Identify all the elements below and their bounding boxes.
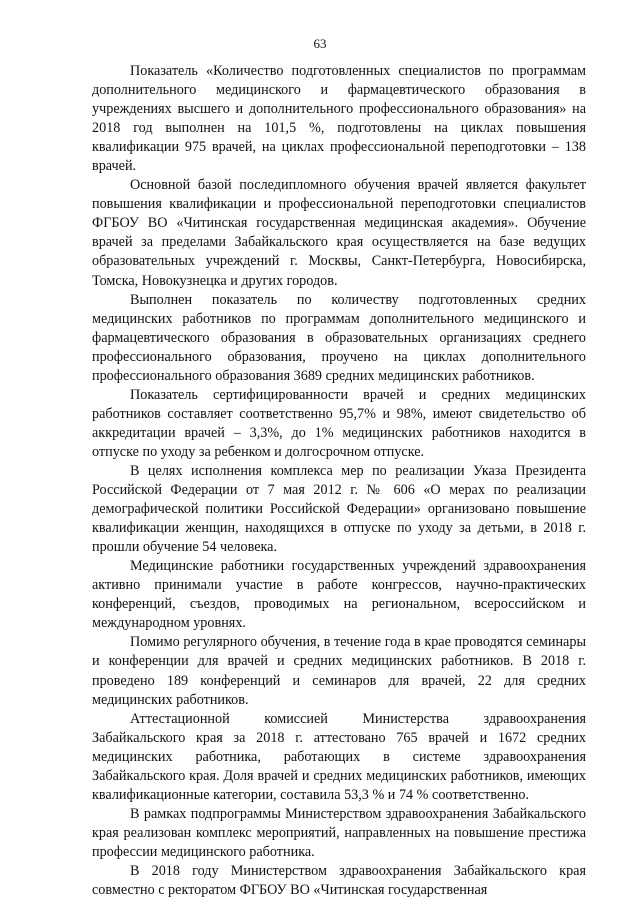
- paragraph-8: Аттестационной комиссией Министерства здравоохранения Забайкальского края за 2018 г. аттестовано 765 врачей и 1672 средних медицинских работника, работающих в системе здравоохранения Забайкальского края. Доля врачей и средних медицинских работников, имеющих квалификационные категории, составила 53,3 % и 74 % соответственно.: [92, 710, 586, 803]
- paragraph-7: Помимо регулярного обучения, в течение года в крае проводятся семинары и конференции для врачей и средних медицинских работников. В 2018 г. проведено 189 конференций и семинаров для врачей, 22 для средних медицинских работников.: [92, 634, 586, 708]
- paragraph-6: Медицинские работники государственных учреждений здравоохранения активно принимали участие в работе конгрессов, научно-практических конференций, съездов, проводимых на региональном, всероссийском и международном уровнях.: [92, 558, 586, 632]
- paragraph-4: Показатель сертифицированности врачей и средних медицинских работников составляет соответственно 95,7% и 98%, имеют свидетельство об аккредитации врачей – 3,3%, до 1% медицинских работников находится в отпуске по уходу за ребенком и долгосрочном отпуске.: [92, 386, 586, 460]
- paragraph-1: Показатель «Количество подготовленных специалистов по программам дополнительного медицинского и фармацевтического образования в учреждениях высшего и дополнительного профессионального образования» на 2018 год выполнен на 101,5 %, подготовлены на циклах повышения квалификации 975 врачей, на циклах профессиональной переподготовки – 138 врачей.: [92, 63, 586, 175]
- page-number: 63: [313, 36, 327, 51]
- paragraph-2: Основной базой последипломного обучения врачей является факультет повышения квалификации и профессиональной переподготовки специалистов ФГБОУ ВО «Читинская государственная медицинская академия». Обучение врачей за пределами Забайкальского края осуществляется на базе ведущих образовательных учреждений г. Москвы, Санкт-Петербурга, Новосибирска, Томска, Новокузнецка и других городов.: [92, 177, 586, 289]
- paragraph-9: В рамках подпрограммы Министерством здравоохранения Забайкальского края реализован комплекс мероприятий, направленных на повышение престижа профессии медицинского работника.: [92, 805, 586, 860]
- page-body: [92, 62, 586, 900]
- paragraph-3: Выполнен показатель по количеству подготовленных средних медицинских работников по программам дополнительного медицинского и фармацевтического образования в образовательных организациях среднего профессионального образования, проучено на циклах дополнительного профессионального образования 3689 средних медицинских работников.: [92, 291, 586, 384]
- paragraph-5: В целях исполнения комплекса мер по реализации Указа Президента Российской Федерации от 7 мая 2012 г. № 606 «О мерах по реализации демографической политики Российской Федерации» организовано повышение квалификации женщин, находящихся в отпуске по уходу за детьми, в 2018 г. прошли обучение 54 человека.: [92, 462, 586, 556]
- paragraph-10: В 2018 году Министерством здравоохранения Забайкальского края совместно с ректоратом ФГБОУ ВО «Читинская государственная: [92, 862, 586, 899]
